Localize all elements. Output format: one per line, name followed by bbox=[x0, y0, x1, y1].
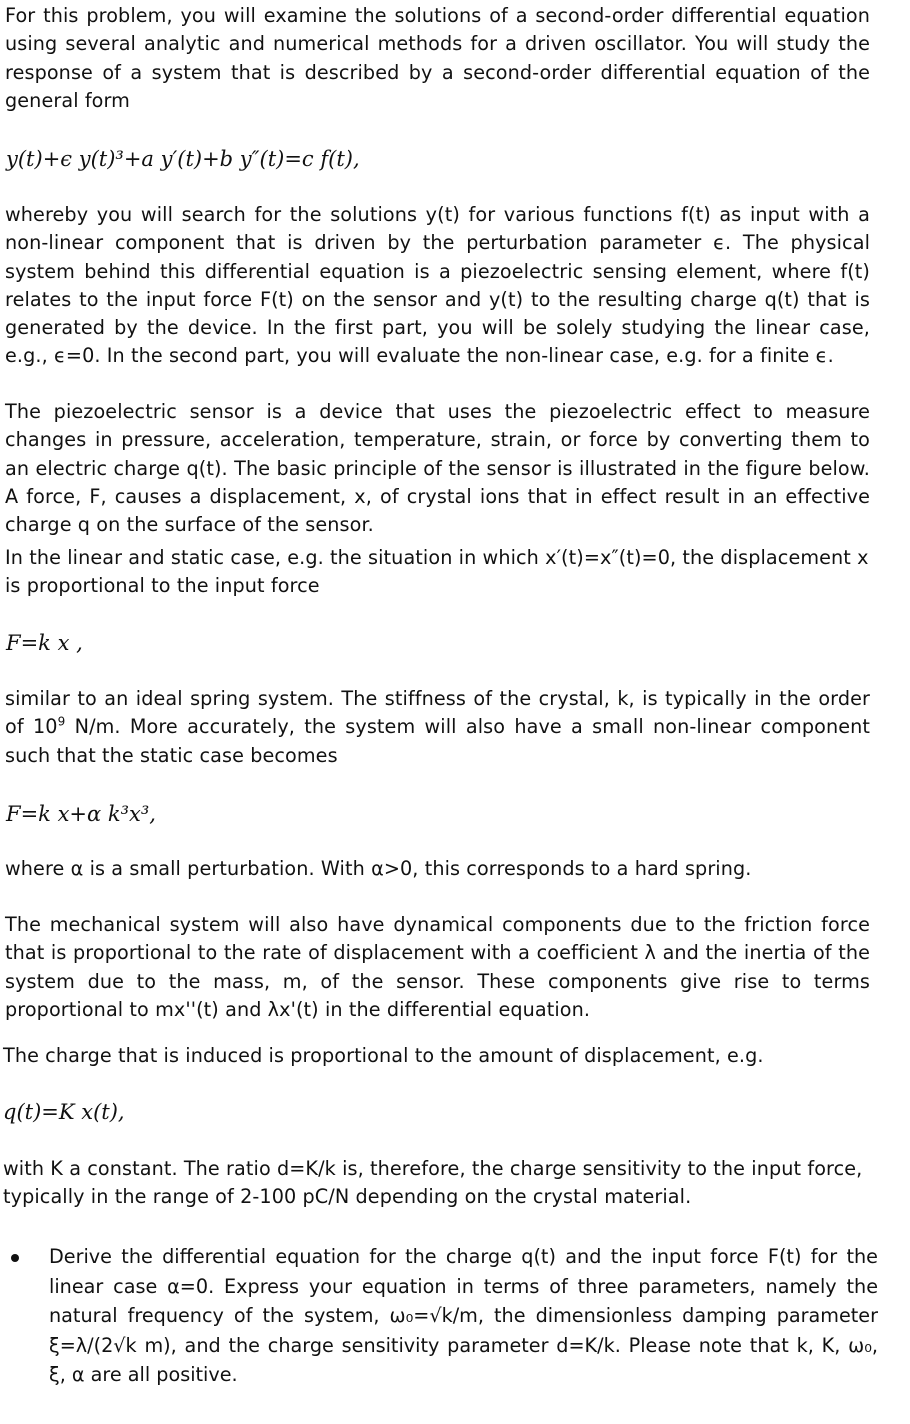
sensor-paragraph: The piezoelectric sensor is a device that uses the piezoelectric effect to measure changes in pressure, acceleration, temperature, strain, or force by converting them to an electric charge q(t). The basic principle of the sensor is illustrated in the figure below. A force, F, causes a displacement, x, of crystal ions that in effect result in an effective charge q on the surface of the sensor. bbox=[5, 400, 870, 537]
intro-paragraph: For this problem, you will examine the solutions of a second-order differential equation using several analytic and numerical methods for a driven oscillator. You will study the response of a system that is described by a second-order differential equation of the general form bbox=[5, 4, 870, 112]
charge-equation: q(t)=K x(t), bbox=[3, 1100, 125, 1124]
bullet-marker bbox=[11, 1254, 19, 1262]
bullet-item: Derive the differential equation for the charge q(t) and the input force F(t) for the linear case α=0. Express your equation in terms of three parameters, namely the natural frequency of the system, ω₀=√k/m, the dimensionless damping parameter ξ=λ/(2√k m), and the charge sensitivity parameter d=K/k. Please note that k, K, ω₀, ξ, α are all positive. bbox=[49, 1245, 878, 1386]
spring-paragraph bbox=[5, 685, 870, 770]
hooke-equation: F=k x , bbox=[6, 631, 83, 655]
ratio-paragraph: with K a constant. The ratio d=K/k is, therefore, the charge sensitivity to the input force, typically in the range of 2-100 pC/N depending on the crystal material. bbox=[3, 1157, 863, 1209]
stiffness-value bbox=[33, 715, 65, 738]
general-equation: y(t)+ϵ y(t)³+a y′(t)+b y″(t)=c f(t), bbox=[6, 147, 360, 171]
dynamics-paragraph: The mechanical system will also have dynamical components due to the friction force that is proportional to the rate of displacement with a coefficient λ and the inertia of the system due to the mass, m, of the sensor. These components give rise to terms proportional to mx''(t) and λx'(t) in the differential equation. bbox=[5, 913, 870, 1021]
charge-paragraph: The charge that is induced is proportional to the amount of displacement, e.g. bbox=[3, 1044, 764, 1067]
nonlinear-equation: F=k x+α k³x³, bbox=[6, 802, 156, 826]
alpha-paragraph: where α is a small perturbation. With α>0, this corresponds to a hard spring. bbox=[5, 857, 752, 880]
linear-static-paragraph: In the linear and static case, e.g. the situation in which x′(t)=x″(t)=0, the displacement x is proportional to the input force bbox=[5, 546, 869, 598]
stiffness-base: 10 bbox=[32, 715, 58, 739]
stiffness-exponent: 9 bbox=[57, 714, 66, 729]
spring-text-a: similar to an ideal spring system. The stiffness of the crystal, k, is typically in the order of bbox=[5, 687, 870, 739]
whereby-paragraph: whereby you will search for the solutions y(t) for various functions f(t) as input with a non-linear component that is driven by the perturbation parameter ϵ. The physical system behind this differential equation is a piezoelectric sensing element, where f(t) relates to the input force F(t) on the sensor and y(t) to the resulting charge q(t) that is generated by the device. In the first part, you will be solely studying the linear case, e.g., ϵ=0. In the second part, you will evaluate the non-linear case, e.g. for a finite ϵ. bbox=[5, 203, 870, 368]
spring-text-b: N/m. More accurately, the system will also have a small non-linear component such that the static case becomes bbox=[5, 715, 871, 767]
